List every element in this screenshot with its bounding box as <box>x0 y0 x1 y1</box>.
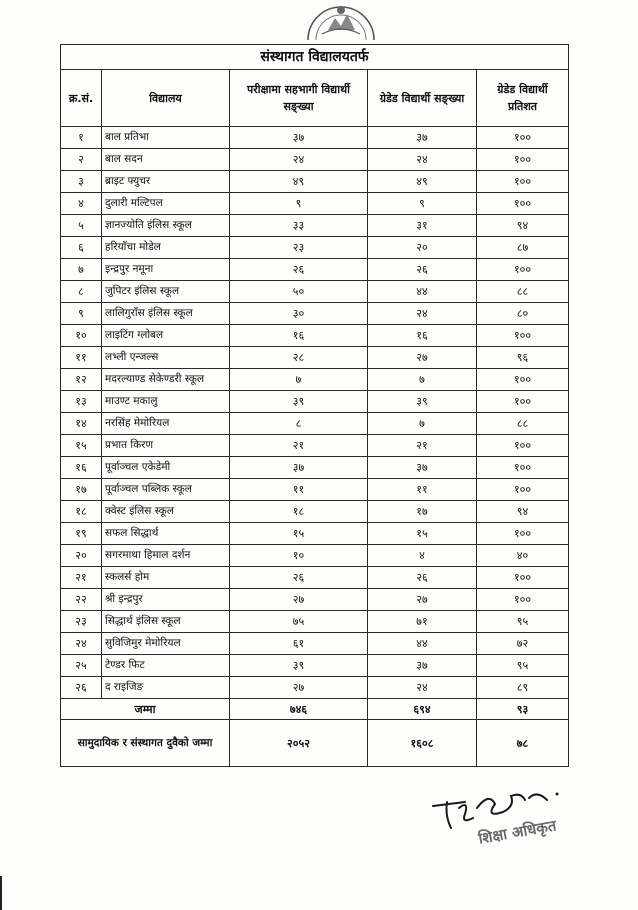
percent-cell: १०० <box>477 149 569 171</box>
school-name-cell: बाल सदन <box>102 149 230 171</box>
table-row <box>61 259 569 281</box>
serial-cell: १५ <box>61 435 102 457</box>
percent-cell: ८० <box>477 303 569 325</box>
graded-cell: ३७ <box>368 457 477 479</box>
table-row <box>61 501 569 523</box>
participants-cell: ७ <box>230 369 368 391</box>
percent-cell: ८९ <box>477 677 569 699</box>
serial-cell: २ <box>61 149 102 171</box>
percent-cell: १०० <box>477 325 569 347</box>
graded-cell: ३९ <box>368 391 477 413</box>
graded-cell: २० <box>368 237 477 259</box>
table-row <box>61 677 569 699</box>
serial-cell: १६ <box>61 457 102 479</box>
serial-cell: ८ <box>61 281 102 303</box>
participants-cell: ३९ <box>230 655 368 677</box>
school-name-cell: मदरल्याण्ड सेकेण्डरी स्कूल <box>102 369 230 391</box>
school-name-cell: द राइजिङ <box>102 677 230 699</box>
serial-cell: १४ <box>61 413 102 435</box>
graded-cell: २१ <box>368 435 477 457</box>
school-name-cell: सिद्धार्थ इंलिस स्कूल <box>102 611 230 633</box>
header-participants: परीक्षामा सहभागी विद्यार्थी सङ्ख्या <box>230 70 368 127</box>
graded-cell: ७ <box>368 369 477 391</box>
graded-cell: ३७ <box>368 127 477 149</box>
total-label: जम्मा <box>61 699 230 720</box>
participants-cell: ७५ <box>230 611 368 633</box>
header-serial: क्र.सं. <box>61 70 102 127</box>
table-row <box>61 589 569 611</box>
serial-cell: २५ <box>61 655 102 677</box>
serial-cell: ५ <box>61 215 102 237</box>
serial-cell: ७ <box>61 259 102 281</box>
header-graded: ग्रेडेड विद्यार्थी सङ्ख्या <box>368 70 477 127</box>
graded-cell: २४ <box>368 303 477 325</box>
table-row <box>61 303 569 325</box>
percent-cell: ९६ <box>477 347 569 369</box>
graded-cell: ३७ <box>368 655 477 677</box>
total-graded: ६९४ <box>368 699 477 720</box>
grand-total-participants: २०५२ <box>230 720 368 767</box>
school-name-cell: पूर्वाञ्चल एकेडेमी <box>102 457 230 479</box>
table-row <box>61 567 569 589</box>
school-name-cell: दुलारी मल्टिपल <box>102 193 230 215</box>
header-percent: ग्रेडेड विद्यार्थी प्रतिशत <box>477 70 569 127</box>
serial-cell: ६ <box>61 237 102 259</box>
page-edge-mark <box>0 876 2 910</box>
percent-cell: १०० <box>477 435 569 457</box>
serial-cell: २० <box>61 545 102 567</box>
school-name-cell: क्वेस्ट इंलिस स्कूल <box>102 501 230 523</box>
school-name-cell: हरियाँचा मोडेल <box>102 237 230 259</box>
graded-cell: २४ <box>368 149 477 171</box>
percent-cell: ८८ <box>477 281 569 303</box>
office-stamp: शिक्षा अधिकृत <box>477 816 558 848</box>
percent-cell: ८८ <box>477 413 569 435</box>
graded-cell: ३१ <box>368 215 477 237</box>
participants-cell: ११ <box>230 479 368 501</box>
participants-cell: २७ <box>230 677 368 699</box>
percent-cell: १०० <box>477 391 569 413</box>
serial-cell: १० <box>61 325 102 347</box>
participants-cell: १० <box>230 545 368 567</box>
table-row <box>61 215 569 237</box>
percent-cell: १०० <box>477 171 569 193</box>
participants-cell: ३३ <box>230 215 368 237</box>
participants-cell: ४९ <box>230 171 368 193</box>
graded-cell: ४४ <box>368 281 477 303</box>
percent-cell: ९५ <box>477 655 569 677</box>
percent-cell: १०० <box>477 457 569 479</box>
total-participants: ७४६ <box>230 699 368 720</box>
school-name-cell: पूर्वाञ्चल पब्लिक स्कूल <box>102 479 230 501</box>
school-name-cell: माउण्ट मकालु <box>102 391 230 413</box>
school-name-cell: प्रभात किरण <box>102 435 230 457</box>
school-name-cell: नरसिंह मेमोरियल <box>102 413 230 435</box>
participants-cell: २६ <box>230 259 368 281</box>
serial-cell: १८ <box>61 501 102 523</box>
serial-cell: २३ <box>61 611 102 633</box>
graded-cell: ४४ <box>368 633 477 655</box>
participants-cell: २१ <box>230 435 368 457</box>
participants-cell: १५ <box>230 523 368 545</box>
table-title-row <box>61 45 569 70</box>
serial-cell: १९ <box>61 523 102 545</box>
school-name-cell: लाइटिंग ग्लोबल <box>102 325 230 347</box>
graded-cell: २६ <box>368 259 477 281</box>
participants-cell: २६ <box>230 567 368 589</box>
table-row <box>61 479 569 501</box>
table-row <box>61 611 569 633</box>
graded-cell: २४ <box>368 677 477 699</box>
participants-cell: २४ <box>230 149 368 171</box>
table-row <box>61 193 569 215</box>
school-name-cell: बाल प्रतिभा <box>102 127 230 149</box>
percent-cell: १०० <box>477 127 569 149</box>
percent-cell: ७२ <box>477 633 569 655</box>
graded-cell: ११ <box>368 479 477 501</box>
grand-total-label: सामुदायिक र संस्थागत दुवैको जम्मा <box>61 720 230 767</box>
participants-cell: ६१ <box>230 633 368 655</box>
participants-cell: १८ <box>230 501 368 523</box>
graded-cell: ९ <box>368 193 477 215</box>
serial-cell: १ <box>61 127 102 149</box>
participants-cell: ३० <box>230 303 368 325</box>
serial-cell: २४ <box>61 633 102 655</box>
serial-cell: १३ <box>61 391 102 413</box>
table-row <box>61 149 569 171</box>
participants-cell: १६ <box>230 325 368 347</box>
table-row <box>61 457 569 479</box>
serial-cell: ३ <box>61 171 102 193</box>
graded-cell: १५ <box>368 523 477 545</box>
participants-cell: ५० <box>230 281 368 303</box>
table-row <box>61 545 569 567</box>
percent-cell: १०० <box>477 567 569 589</box>
percent-cell: ४० <box>477 545 569 567</box>
serial-cell: २२ <box>61 589 102 611</box>
percent-cell: १०० <box>477 589 569 611</box>
total-percent: ९३ <box>477 699 569 720</box>
handwritten-signature-icon <box>425 778 585 858</box>
graded-cell: ४ <box>368 545 477 567</box>
graded-cell: ७१ <box>368 611 477 633</box>
results-table-body <box>61 45 569 767</box>
school-name-cell: टेण्डर फिट <box>102 655 230 677</box>
school-name-cell: लालिगुराँस इंलिस स्कूल <box>102 303 230 325</box>
percent-cell: १०० <box>477 479 569 501</box>
table-row <box>61 369 569 391</box>
table-row <box>61 523 569 545</box>
graded-cell: २७ <box>368 589 477 611</box>
graded-cell: १७ <box>368 501 477 523</box>
header-school: विद्यालय <box>102 70 230 127</box>
table-row <box>61 435 569 457</box>
participants-cell: ३७ <box>230 457 368 479</box>
school-name-cell: स्कलर्स होम <box>102 567 230 589</box>
school-name-cell: ब्राइट फ्युचर <box>102 171 230 193</box>
table-header-row <box>61 70 569 127</box>
table-row <box>61 127 569 149</box>
school-name-cell: इन्द्रपुर नमूना <box>102 259 230 281</box>
serial-cell: ९ <box>61 303 102 325</box>
serial-cell: २६ <box>61 677 102 699</box>
participants-cell: ३९ <box>230 391 368 413</box>
school-name-cell: ज्ञानज्योति इंलिस स्कूल <box>102 215 230 237</box>
percent-cell: १०० <box>477 259 569 281</box>
percent-cell: ८७ <box>477 237 569 259</box>
graded-cell: ७ <box>368 413 477 435</box>
participants-cell: २८ <box>230 347 368 369</box>
grand-total-row <box>61 720 569 767</box>
participants-cell: २७ <box>230 589 368 611</box>
graded-cell: २६ <box>368 567 477 589</box>
table-row <box>61 391 569 413</box>
percent-cell: ९४ <box>477 501 569 523</box>
participants-cell: ३७ <box>230 127 368 149</box>
percent-cell: १०० <box>477 193 569 215</box>
results-table <box>60 44 569 767</box>
table-title: संस्थागत विद्यालयतर्फ <box>61 45 569 70</box>
percent-cell: ९४ <box>477 215 569 237</box>
school-name-cell: जुपिटर इंलिस स्कूल <box>102 281 230 303</box>
graded-cell: ४९ <box>368 171 477 193</box>
school-name-cell: लभ्ली एन्जल्स <box>102 347 230 369</box>
table-row <box>61 655 569 677</box>
serial-cell: १७ <box>61 479 102 501</box>
school-name-cell: सुविजिमुर मेमोरियल <box>102 633 230 655</box>
table-row <box>61 413 569 435</box>
school-name-cell: सगरमाथा हिमाल दर्शन <box>102 545 230 567</box>
table-row <box>61 237 569 259</box>
participants-cell: ९ <box>230 193 368 215</box>
table-row <box>61 347 569 369</box>
serial-cell: ११ <box>61 347 102 369</box>
graded-cell: १६ <box>368 325 477 347</box>
participants-cell: २३ <box>230 237 368 259</box>
school-name-cell: श्री इन्द्रपुर <box>102 589 230 611</box>
percent-cell: १०० <box>477 369 569 391</box>
table-row <box>61 281 569 303</box>
grand-total-graded: १६०८ <box>368 720 477 767</box>
serial-cell: २१ <box>61 567 102 589</box>
table-row <box>61 171 569 193</box>
serial-cell: ४ <box>61 193 102 215</box>
office-seal-icon <box>302 0 380 40</box>
table-row <box>61 633 569 655</box>
table-row <box>61 325 569 347</box>
serial-cell: १२ <box>61 369 102 391</box>
grand-total-percent: ७८ <box>477 720 569 767</box>
total-row <box>61 699 569 720</box>
percent-cell: ९५ <box>477 611 569 633</box>
participants-cell: ८ <box>230 413 368 435</box>
school-name-cell: सफल सिद्धार्थ <box>102 523 230 545</box>
percent-cell: १०० <box>477 523 569 545</box>
graded-cell: २७ <box>368 347 477 369</box>
